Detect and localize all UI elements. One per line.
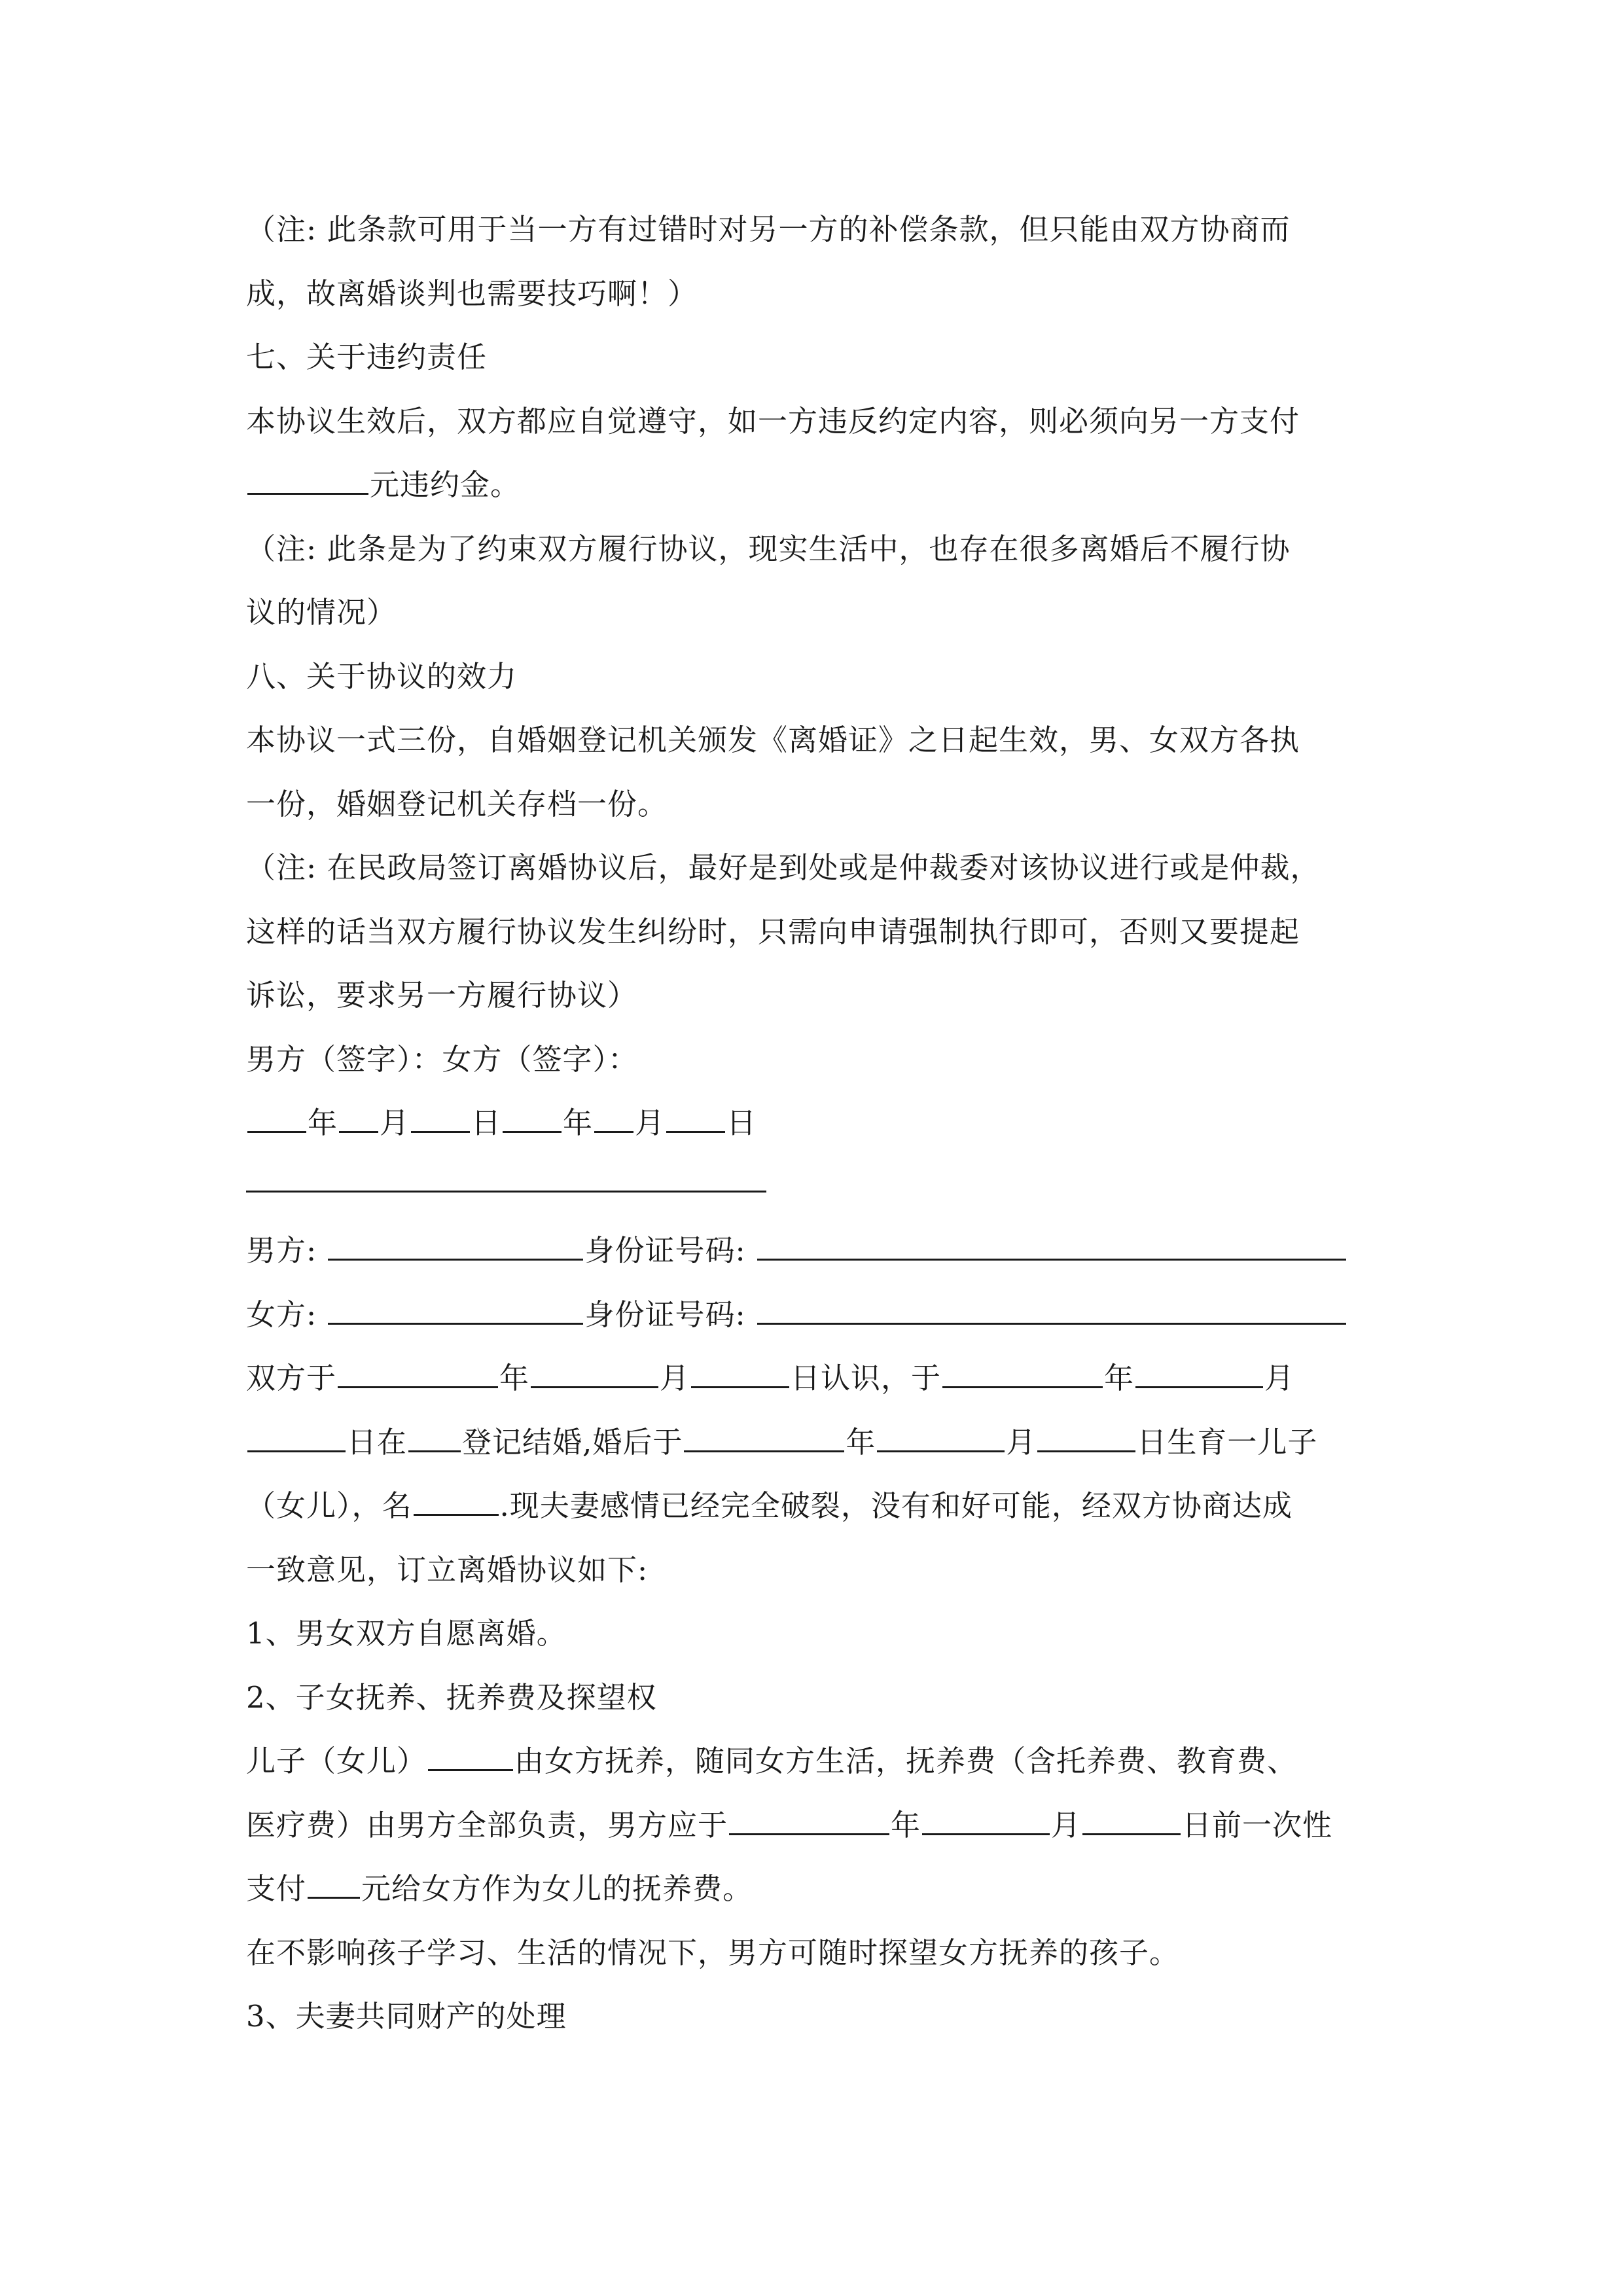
item-3-heading: 3、夫妻共同财产的处理: [246, 1999, 567, 2034]
note-1-line-2: 成，故离婚谈判也需要技巧啊！）: [246, 276, 698, 311]
sign-month-blank-1[interactable]: [339, 1105, 378, 1133]
support-amount-blank[interactable]: [308, 1871, 360, 1899]
male-name-blank[interactable]: [328, 1232, 583, 1261]
marry-year-blank[interactable]: [942, 1360, 1103, 1388]
section-7-body-line-1: 本协议生效后，双方都应自觉遵守，如一方违反约定内容，则必须向另一方支付: [246, 403, 1300, 439]
section-8-body-line-1: 本协议一式三份，自婚姻登记机关颁发《离婚证》之日起生效，男、女双方各执: [246, 723, 1300, 757]
birth-month-blank[interactable]: [877, 1424, 1005, 1452]
child-name-blank[interactable]: [414, 1488, 499, 1516]
item-2-line-1: 儿子（女儿） 由女方抚养，随同女方生活，抚养费（含托养费、教育费、: [246, 1744, 1298, 1778]
item-1: 1、男女双方自愿离婚。: [246, 1616, 567, 1651]
met-day-blank[interactable]: [691, 1360, 789, 1388]
female-name-blank[interactable]: [328, 1297, 583, 1325]
marry-month-blank[interactable]: [1135, 1360, 1263, 1388]
sign-year-blank-2[interactable]: [503, 1105, 562, 1133]
signature-line: 男方（签字）：女方（签字）：: [246, 1041, 639, 1077]
birth-year-blank[interactable]: [684, 1424, 844, 1452]
payment-month-blank[interactable]: [922, 1807, 1050, 1835]
marry-day-blank[interactable]: [247, 1424, 346, 1452]
section-7-body-line-2: 元违约金。: [246, 453, 1411, 517]
section-8-note-line-1: （注: 在民政局签订离婚协议后，最好是到处或是仲裁委对该协议进行或是仲裁，: [246, 850, 1321, 885]
sign-year-blank-1[interactable]: [247, 1105, 306, 1133]
note-1-line-1: （注: 此条款可用于当一方有过错时对另一方的补偿条款，但只能由双方协商而: [246, 212, 1291, 247]
document-body: [246, 198, 1411, 2049]
item-2-visitation: 在不影响孩子学习、生活的情况下，男方可随时探望女方抚养的孩子。: [246, 1935, 1180, 1970]
section-8-note-line-2: 这样的话当双方履行协议发生纠纷时，只需向申请强制执行即可，否则又要提起: [246, 914, 1300, 949]
section-7-note-line-2: 议的情况）: [246, 595, 397, 630]
penalty-amount-blank[interactable]: [247, 467, 368, 495]
met-month-blank[interactable]: [531, 1360, 658, 1388]
female-info-line: 女方: 身份证号码:: [246, 1283, 1411, 1347]
section-8-note-line-3: 诉讼，要求另一方履行协议）: [246, 978, 638, 1013]
section-8-heading: 八、关于协议的效力: [246, 658, 518, 694]
custody-child-blank[interactable]: [428, 1743, 513, 1771]
section-7-heading: 七、关于违约责任: [246, 340, 488, 374]
section-8-body-line-2: 一份，婚姻登记机关存档一份。: [246, 786, 668, 821]
sign-day-blank-1[interactable]: [411, 1105, 470, 1133]
item-2-line-3: 支付 元给女方作为女儿的抚养费。: [246, 1871, 753, 1906]
form-para-line-3: （女儿），名 .现夫妻感情已经完全破裂，没有和好可能，经双方协商达成: [246, 1488, 1293, 1523]
signature-date-line: 年 月 日 年 月 日: [246, 1091, 1411, 1155]
separator-rule: [246, 1191, 766, 1193]
met-year-blank[interactable]: [338, 1360, 498, 1388]
male-info-line: 男方: 身份证号码:: [246, 1219, 1411, 1283]
item-2-line-2: 医疗费）由男方全部负责，男方应于 年 月 日前一次性: [246, 1807, 1333, 1842]
sign-month-blank-2[interactable]: [594, 1105, 633, 1133]
section-7-note-line-1: （注: 此条是为了约束双方履行协议，现实生活中，也存在很多离婚后不履行协: [246, 531, 1291, 566]
item-2-heading: 2、子女抚养、抚养费及探望权: [246, 1679, 657, 1715]
form-para-line-4: 一致意见，订立离婚协议如下:: [246, 1552, 649, 1587]
payment-year-blank[interactable]: [729, 1807, 889, 1835]
birth-day-blank[interactable]: [1037, 1424, 1135, 1452]
form-para-line-1: 双方于 年 月 日认识，于 年 月: [246, 1361, 1295, 1395]
separator-line: [246, 1155, 1411, 1219]
register-place-blank[interactable]: [408, 1424, 461, 1452]
form-para-line-2: 日在 登记结婚,婚后于 年 月 日生育一儿子: [246, 1410, 1411, 1475]
female-id-blank[interactable]: [757, 1297, 1346, 1325]
payment-day-blank[interactable]: [1082, 1807, 1181, 1835]
sign-day-blank-2[interactable]: [666, 1105, 725, 1133]
male-id-blank[interactable]: [757, 1232, 1346, 1261]
